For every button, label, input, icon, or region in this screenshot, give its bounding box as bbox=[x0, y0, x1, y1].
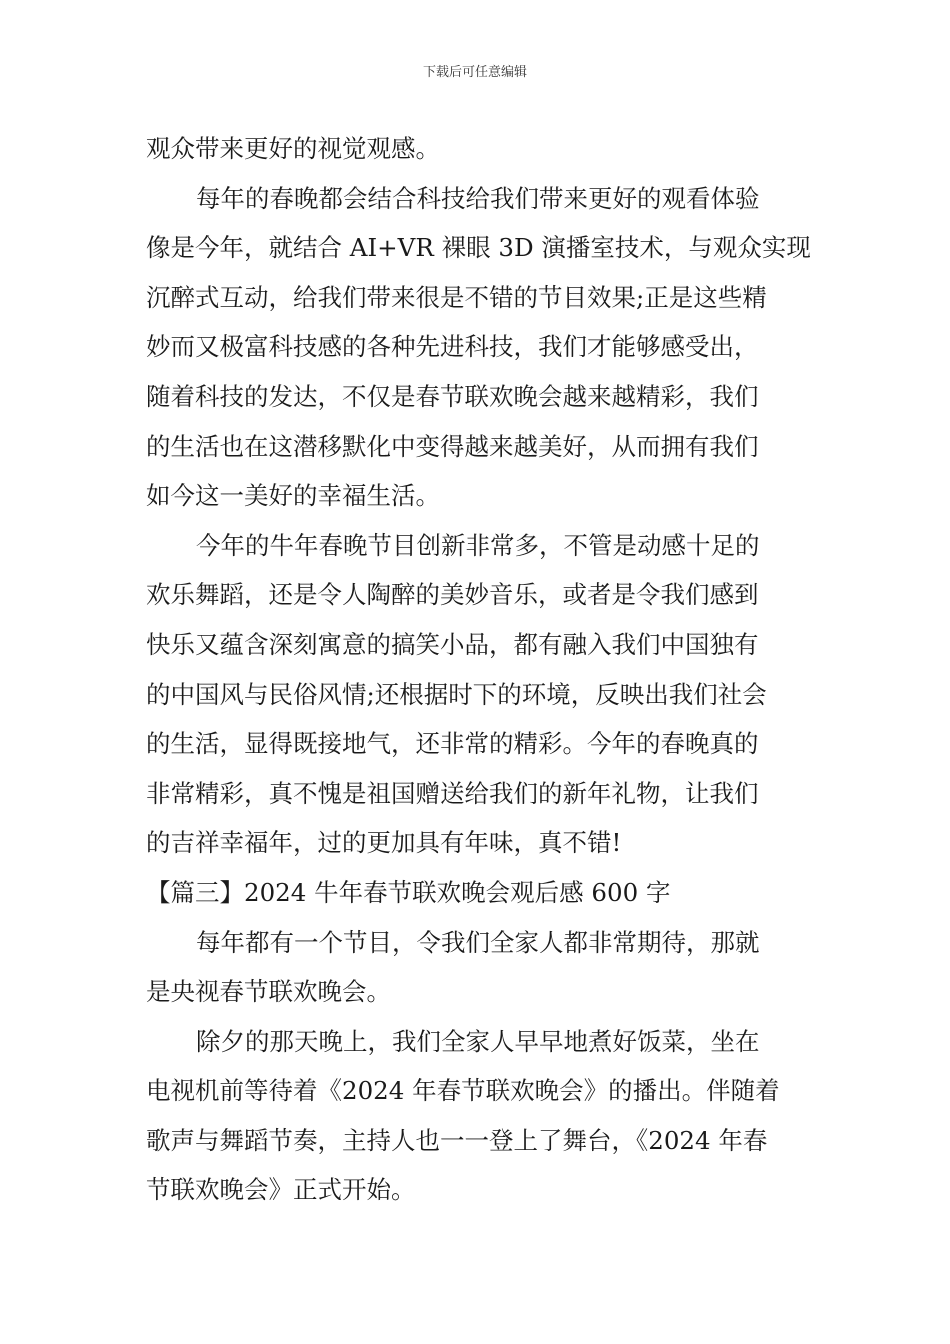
text-line: 歌声与舞蹈节奏，主持人也一一登上了舞台，《2024 年春 bbox=[146, 1125, 768, 1155]
text-line: 观众带来更好的视觉观感。 bbox=[146, 134, 440, 163]
text-line: 的中国风与民俗风情;还根据时下的环境，反映出我们社会 bbox=[146, 679, 767, 709]
text-line: 今年的牛年春晚节目创新非常多，不管是动感十足的 bbox=[196, 530, 760, 560]
text-line: 的生活，显得既接地气，还非常的精彩。今年的春晚真的 bbox=[146, 729, 759, 759]
text-line: 电视机前等待着《2024 年春节联欢晚会》的播出。伴随着 bbox=[146, 1076, 780, 1106]
text-line: 节联欢晚会》正式开始。 bbox=[146, 1175, 416, 1205]
text-line: 妙而又极富科技感的各种先进科技，我们才能够感受出， bbox=[146, 332, 759, 362]
document-body bbox=[146, 124, 811, 1215]
text-line: 每年的春晚都会结合科技给我们带来更好的观看体验 bbox=[196, 183, 760, 213]
text-line: 除夕的那天晚上，我们全家人早早地煮好饭菜，坐在 bbox=[196, 1026, 760, 1056]
text-line: 的吉祥幸福年，过的更加具有年味，真不错! bbox=[146, 828, 622, 858]
text-line: 随着科技的发达，不仅是春节联欢晚会越来越精彩，我们 bbox=[146, 381, 759, 411]
text-line: 每年都有一个节目，令我们全家人都非常期待，那就 bbox=[196, 927, 760, 957]
section-heading: 【篇三】2024 牛年春节联欢晚会观后感 600 字 bbox=[146, 877, 671, 907]
text-line: 非常精彩，真不愧是祖国赠送给我们的新年礼物，让我们 bbox=[146, 778, 759, 808]
text-line: 的生活也在这潜移默化中变得越来越美好，从而拥有我们 bbox=[146, 431, 759, 461]
text-line: 像是今年，就结合 AI+VR 裸眼 3D 演播室技术，与观众实现 bbox=[146, 233, 811, 263]
text-line: 欢乐舞蹈，还是令人陶醉的美妙音乐，或者是令我们感到 bbox=[146, 580, 759, 610]
text-line: 快乐又蕴含深刻寓意的搞笑小品，都有融入我们中国独有 bbox=[146, 629, 759, 659]
text-line: 沉醉式互动，给我们带来很是不错的节目效果;正是这些精 bbox=[146, 282, 767, 312]
text-line: 是央视春节联欢晚会。 bbox=[146, 977, 391, 1007]
page-header: 下载后可任意编辑 bbox=[422, 65, 527, 80]
text-line: 如今这一美好的幸福生活。 bbox=[146, 481, 440, 511]
